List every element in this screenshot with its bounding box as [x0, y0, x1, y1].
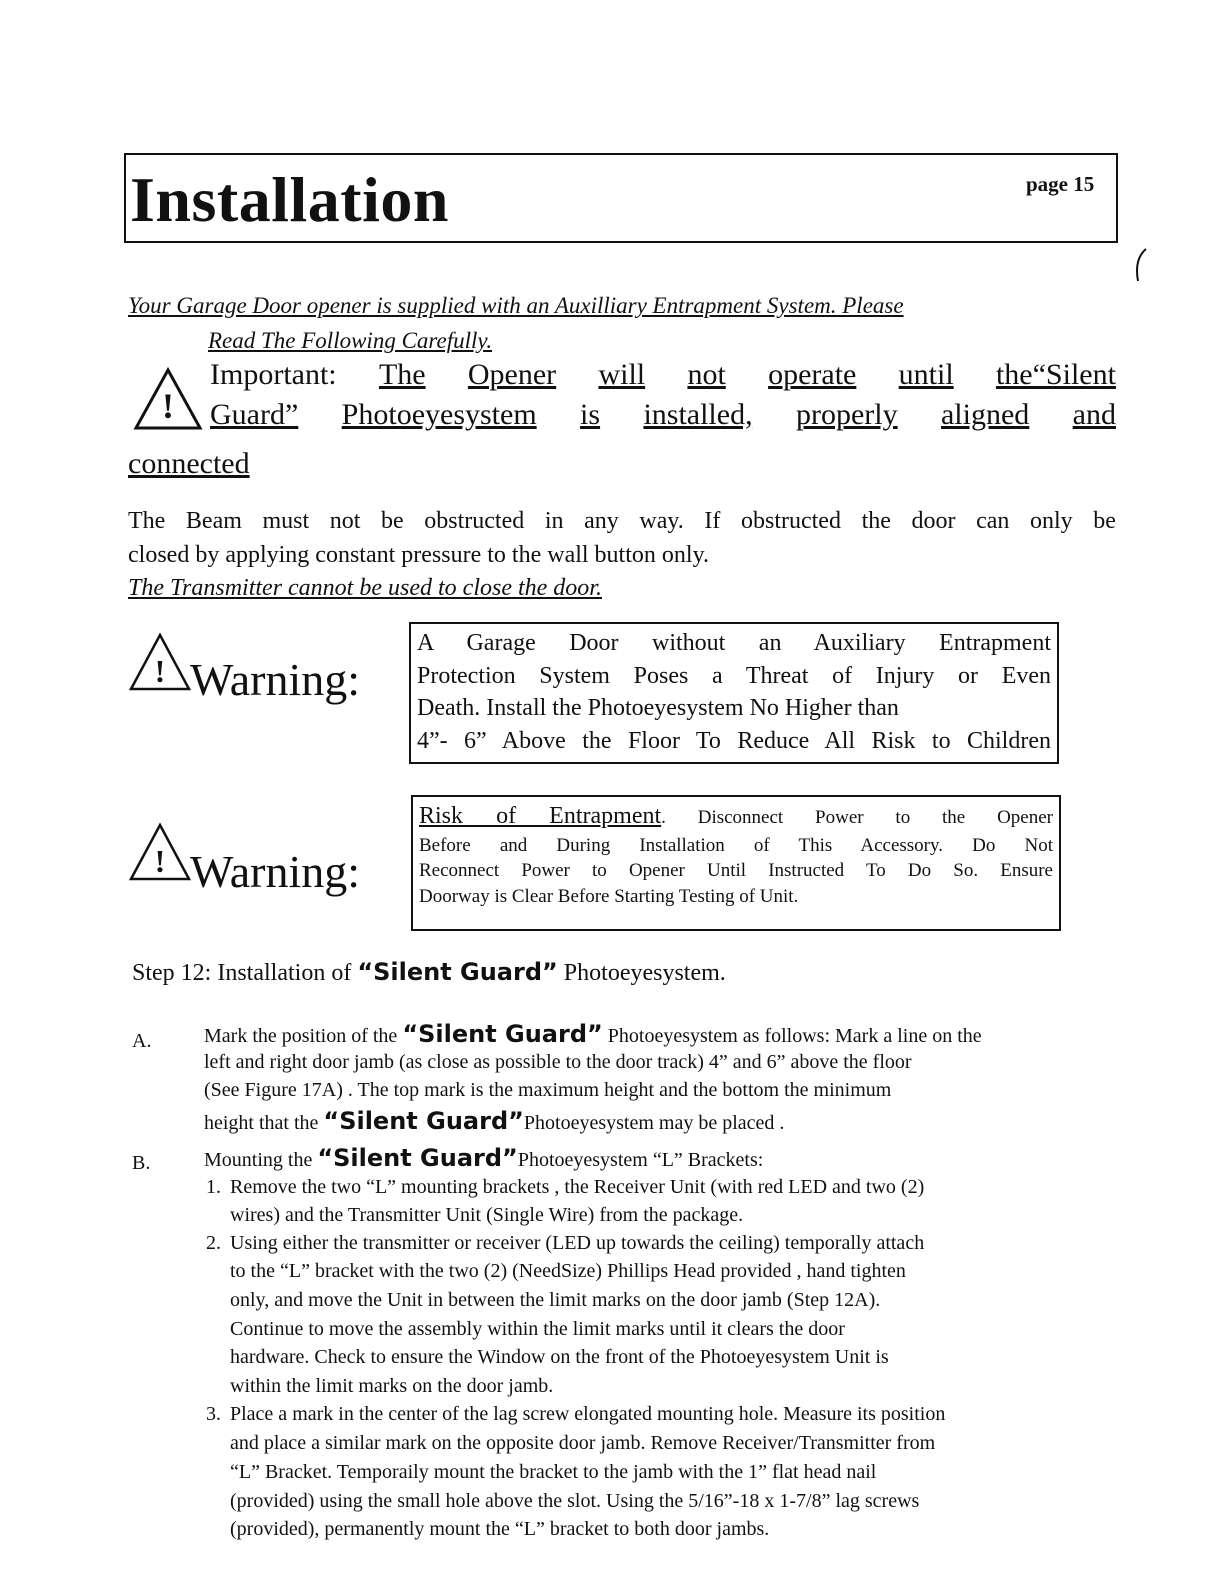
- important-line-3: connected: [128, 447, 250, 480]
- risk-of-entrapment: Risk of Entrapment: [419, 803, 662, 829]
- list-item-line: Using either the transmitter or receiver (LED up towards the ceiling) temporally attach: [230, 1232, 925, 1254]
- important-lead: Important:: [210, 358, 337, 391]
- list-item-number: 1.: [206, 1176, 221, 1198]
- step-a-line-1: Mark the position of the “Silent Guard” Photoeyesystem as follows: Mark a line on the: [204, 1020, 982, 1048]
- list-item-line: (provided) using the small hole above the slot. Using the 5/16”-18 x 1-7/8” lag screws: [230, 1490, 920, 1512]
- page-title: Installation: [130, 164, 449, 235]
- step-b-line-1: Mounting the “Silent Guard”Photoeyesystem “L” Brackets:: [204, 1144, 764, 1172]
- beam-line-2: closed by applying constant pressure to the wall button only.: [128, 542, 710, 568]
- intro-line-1: Your Garage Door opener is supplied with an Auxilliary Entrapment System. Please: [128, 293, 904, 318]
- warning-label-1: Warning:: [190, 654, 361, 705]
- step-b-marker: B.: [132, 1152, 151, 1174]
- step-a-marker: A.: [132, 1030, 152, 1052]
- step-a-line-3: (See Figure 17A) . The top mark is the maximum height and the bottom the minimum: [204, 1079, 892, 1101]
- list-item-line: only, and move the Unit in between the limit marks on the door jamb (Step 12A).: [230, 1289, 881, 1311]
- warning-box-2: Risk of Entrapment. Disconnect Power to the Opener Before and During Installation of This Accessory. Do Not Reconnect Power to Opener Until Instructed To Do So. Ensure Doorway is Clear Before Starting Testing of Unit.: [411, 795, 1061, 931]
- list-item-line: (provided), permanently mount the “L” bracket to both door jambs.: [230, 1518, 770, 1540]
- list-item-line: within the limit marks on the door jamb.: [230, 1375, 554, 1397]
- step-12-heading: Step 12: Installation of “Silent Guard” Photoeyesystem.: [132, 958, 726, 986]
- list-item-line: Remove the two “L” mounting brackets , the Receiver Unit (with red LED and two (2): [230, 1176, 925, 1198]
- list-item-line: to the “L” bracket with the two (2) (NeedSize) Phillips Head provided , hand tighten: [230, 1260, 906, 1282]
- step-a-line-4: height that the “Silent Guard”Photoeyesystem may be placed .: [204, 1107, 785, 1135]
- important-line-1: Important: The Opener will not operate until the“Silent: [210, 358, 1116, 391]
- intro-line-2: Read The Following Carefully.: [208, 328, 493, 353]
- warning-box-1: A Garage Door without an Auxiliary Entrapment Protection System Poses a Threat of Injury or Even Death. Install the Photoeyesystem No Higher than 4”- 6” Above the Floor To Reduce All Risk to Children: [409, 622, 1059, 764]
- warning-label-2: Warning:: [190, 846, 361, 897]
- caution-triangle-icon: [132, 366, 204, 432]
- warning-triangle-icon: [128, 632, 192, 692]
- svg-text:!: !: [162, 386, 174, 426]
- svg-text:!: !: [154, 843, 166, 879]
- list-item-number: 3.: [206, 1403, 221, 1425]
- list-item-line: Place a mark in the center of the lag screw elongated mounting hole. Measure its position: [230, 1403, 946, 1425]
- list-item-line: and place a similar mark on the opposite door jamb. Remove Receiver/Transmitter from: [230, 1432, 936, 1454]
- important-line-2: Guard” Photoeyesystem is installed, properly aligned and: [210, 398, 1116, 431]
- list-item-line: wires) and the Transmitter Unit (Single Wire) from the package.: [230, 1204, 744, 1226]
- scan-mark-icon: [1130, 245, 1150, 285]
- warning-triangle-icon: [128, 822, 192, 882]
- list-item-line: Continue to move the assembly within the limit marks until it clears the door: [230, 1318, 845, 1340]
- page-number: page 15: [1026, 172, 1095, 196]
- list-item-line: hardware. Check to ensure the Window on the front of the Photoeyesystem Unit is: [230, 1346, 889, 1368]
- step-a-line-2: left and right door jamb (as close as possible to the door track) 4” and 6” above the floor: [204, 1051, 912, 1073]
- beam-line-1: The Beam must not be obstructed in any way. If obstructed the door can only be: [128, 508, 1116, 534]
- list-item-line: “L” Bracket. Temporaily mount the bracket to the jamb with the 1” flat head nail: [230, 1461, 877, 1483]
- list-item-number: 2.: [206, 1232, 221, 1254]
- svg-text:!: !: [154, 653, 166, 689]
- beam-line-3: The Transmitter cannot be used to close the door.: [128, 575, 602, 601]
